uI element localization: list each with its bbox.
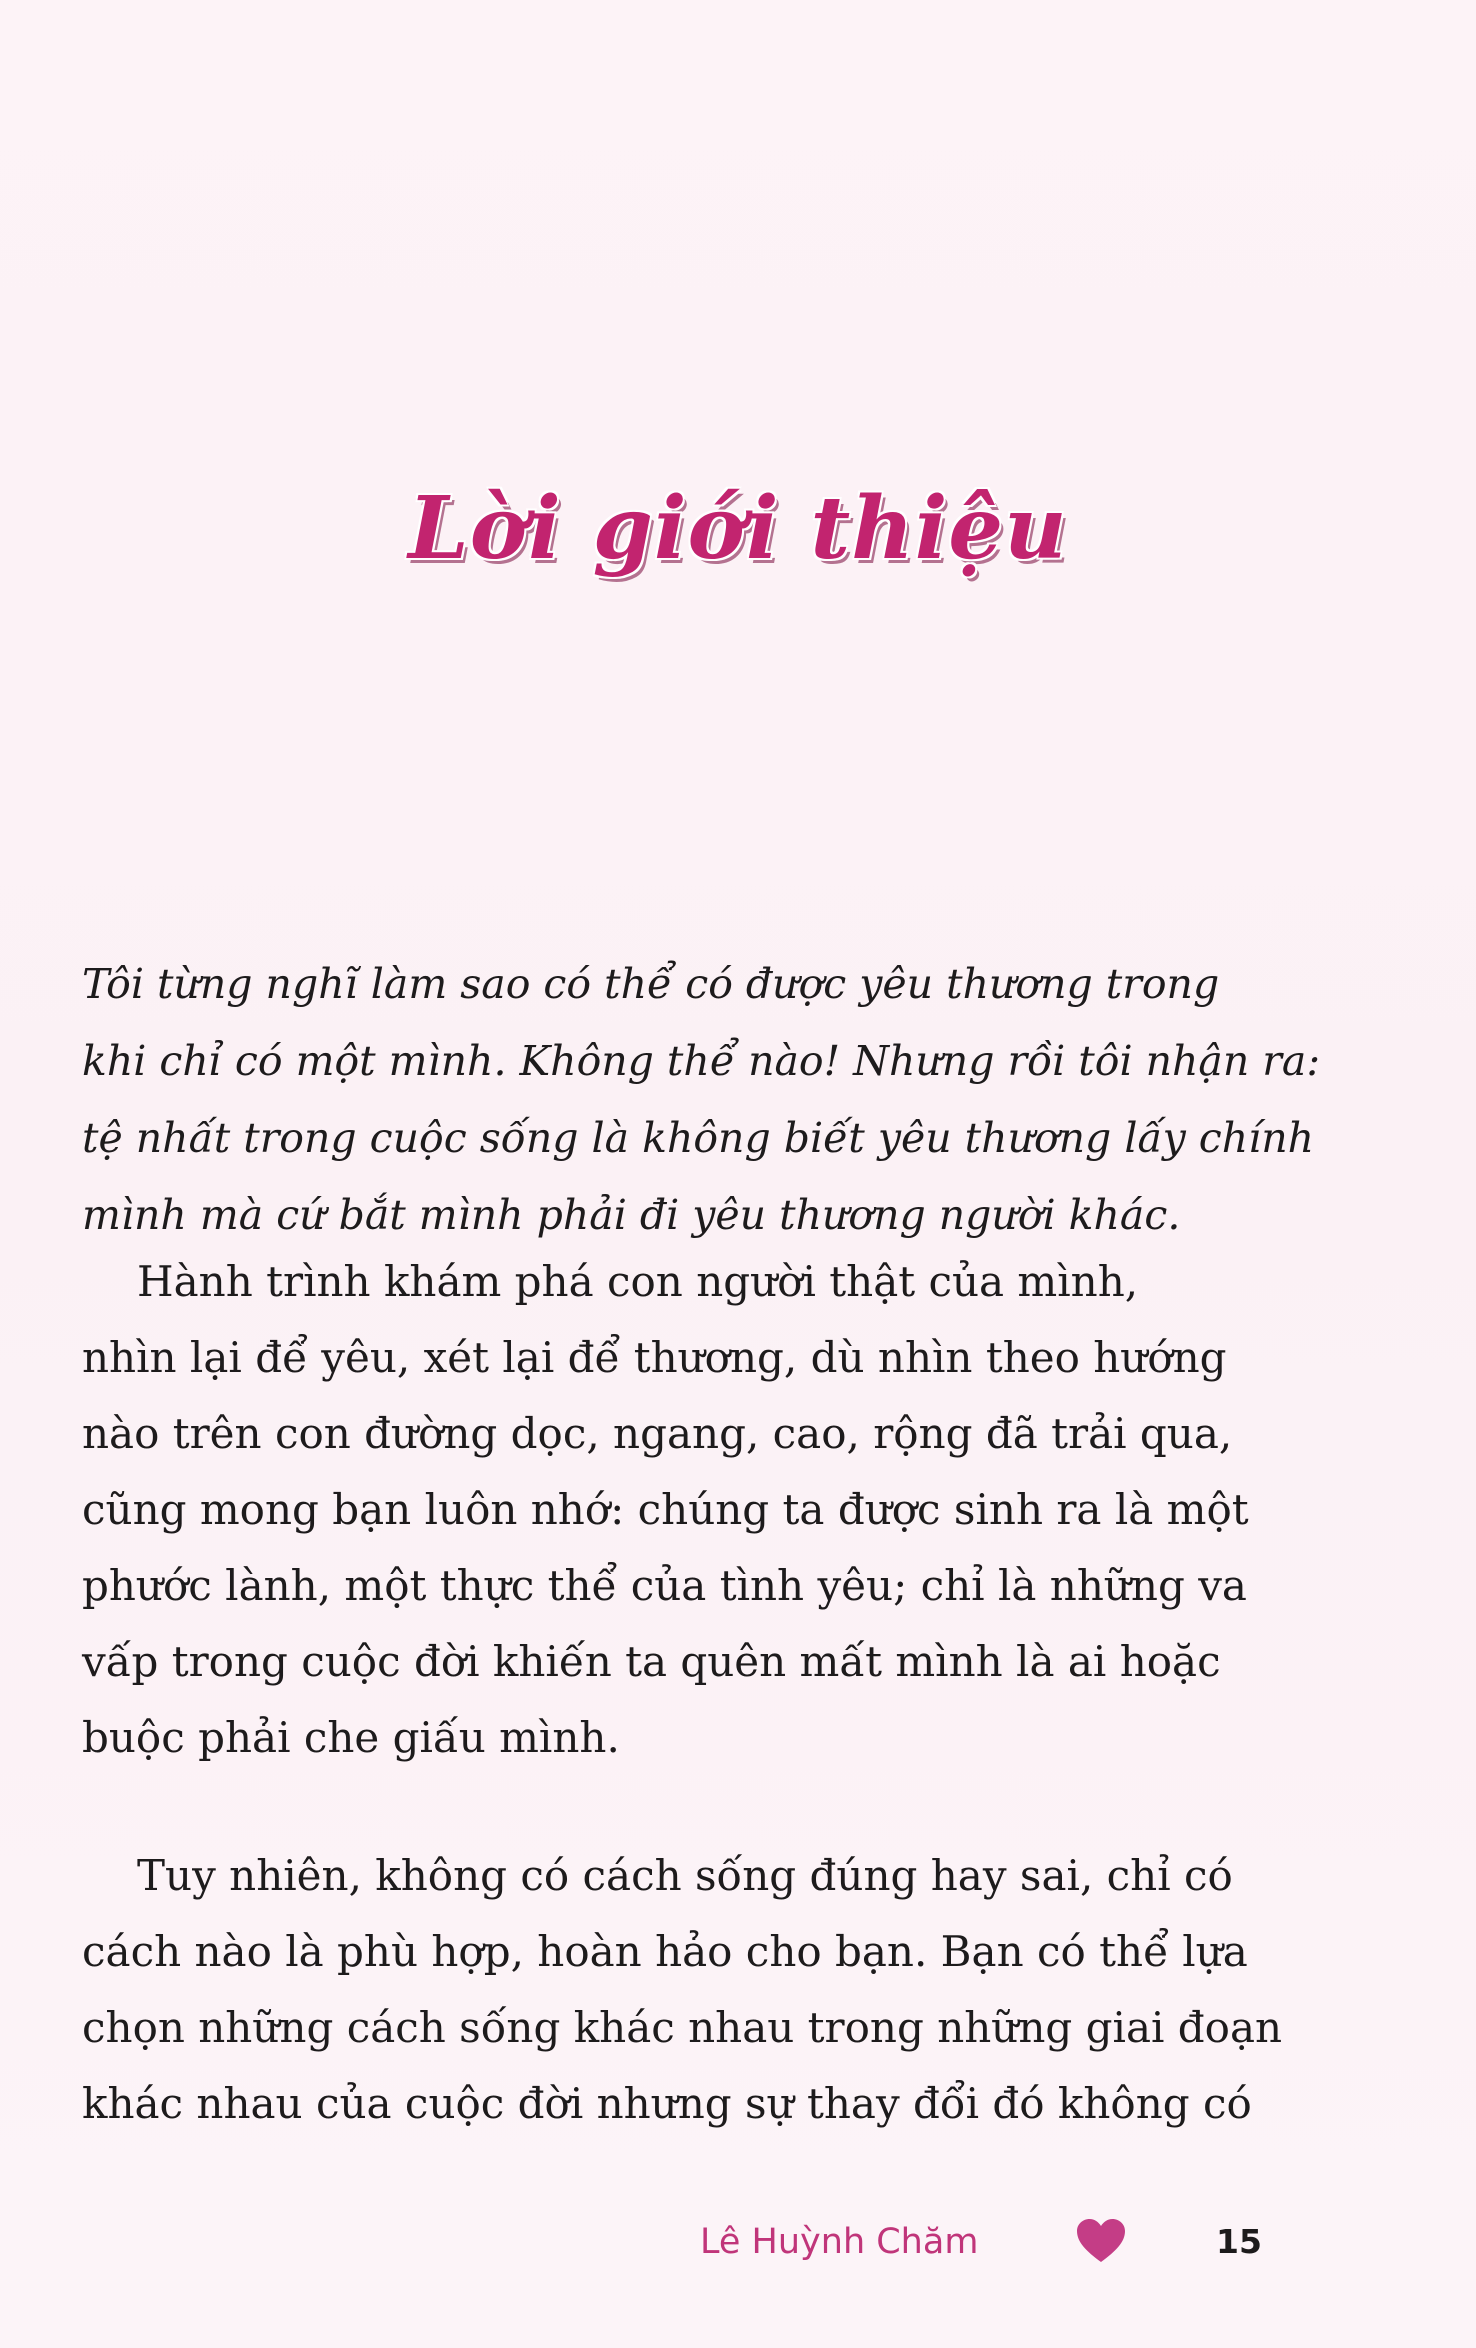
intro-quote [82,946,1321,1254]
chapter-title: Lời giới thiệu [408,477,1068,579]
paragraph-line: cách nào là phù hợp, hoàn hảo cho bạn. Bạn có thể lựa [82,1927,1248,1976]
paragraph-line: nào trên con đường dọc, ngang, cao, rộng đã trải qua, [82,1409,1233,1458]
quote-line: khi chỉ có một mình. Không thể nào! Nhưng rồi tôi nhận ra: [82,1037,1321,1085]
paragraph-line: khác nhau của cuộc đời nhưng sự thay đổi đó không có [82,2079,1252,2128]
page-number: 15 [1216,2222,1262,2261]
paragraph-line: phước lành, một thực thể của tình yêu; chỉ là những va [82,1561,1247,1610]
quote-line: Tôi từng nghĩ làm sao có thể có được yêu thương trong [82,960,1220,1008]
paragraph-line: cũng mong bạn luôn nhớ: chúng ta được sinh ra là một [82,1485,1249,1534]
heart-icon [1076,2218,1126,2264]
paragraph-1 [82,1244,1262,1776]
page-footer [0,2212,1476,2272]
paragraph-line: vấp trong cuộc đời khiến ta quên mất mình là ai hoặc [82,1637,1221,1686]
author-name: Lê Huỳnh Chăm [700,2222,979,2262]
quote-line: mình mà cứ bắt mình phải đi yêu thương người khác. [82,1191,1181,1239]
paragraph-2 [82,1838,1283,2142]
paragraph-line: Tuy nhiên, không có cách sống đúng hay sai, chỉ có [137,1851,1233,1900]
paragraph-line: nhìn lại để yêu, xét lại để thương, dù nhìn theo hướng [82,1333,1227,1382]
paragraph-line: chọn những cách sống khác nhau trong những giai đoạn [82,2003,1283,2052]
paragraph-line: Hành trình khám phá con người thật của mình, [137,1257,1139,1306]
paragraph-line: buộc phải che giấu mình. [82,1713,620,1762]
quote-line: tệ nhất trong cuộc sống là không biết yêu thương lấy chính [82,1114,1315,1162]
